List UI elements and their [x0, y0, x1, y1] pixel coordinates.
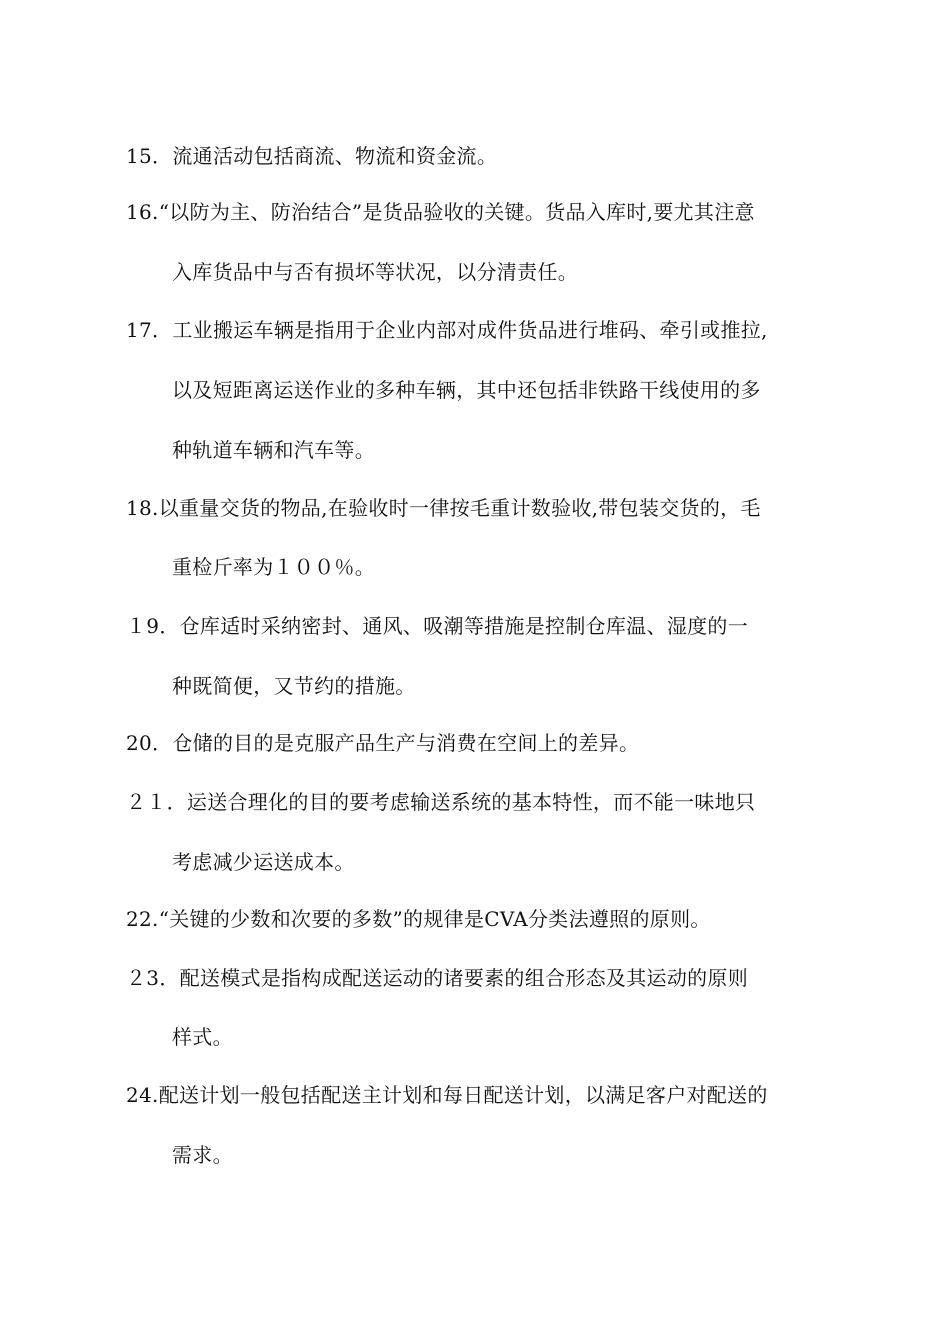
item-24-line-2: 需求。: [172, 1143, 233, 1167]
item-22-line-1: 22.“关键的少数和次要的多数”的规律是CVA分类法遵照的原则。: [126, 907, 711, 931]
item-16-line-2: 入库货品中与否有损坏等状况，以分清责任。: [172, 260, 578, 284]
item-18-line-2: 重检斤率为１００％。: [172, 555, 375, 579]
item-17-line-1: 17．工业搬运车辆是指用于企业内部对成件货品进行堆码、牵引或推拉,: [126, 318, 768, 342]
item-23-line-2: 样式。: [172, 1025, 233, 1049]
item-21-line-2: 考虑减少运送成本。: [172, 850, 355, 874]
item-19-line-2: 种既简便，又节约的措施。: [172, 674, 416, 698]
item-24-line-1: 24.配送计划一般包括配送主计划和每日配送计划，以满足客户对配送的: [126, 1083, 768, 1107]
item-17-line-3: 种轨道车辆和汽车等。: [172, 438, 375, 462]
item-23-line-1: ２3．配送模式是指构成配送运动的诸要素的组合形态及其运动的原则: [126, 966, 749, 990]
item-15-line-1: 15．流通活动包括商流、物流和资金流。: [126, 144, 498, 168]
item-21-line-1: ２１．运送合理化的目的要考虑输送系统的基本特性，而不能一味地只: [126, 790, 756, 814]
item-17-line-2: 以及短距离运送作业的多种车辆，其中还包括非铁路干线使用的多: [172, 378, 761, 402]
item-18-line-1: 18.以重量交货的物品,在验收时一律按毛重计数验收,带包装交货的，毛: [126, 496, 761, 520]
item-19-line-1: １9．仓库适时采纳密封、通风、吸潮等措施是控制仓库温、湿度的一: [126, 614, 749, 638]
item-16-line-1: 16.“以防为主、防治结合”是货品验收的关键。货品入库时,要尤其注意: [126, 200, 755, 224]
item-20-line-1: 20．仓储的目的是克服产品生产与消费在空间上的差异。: [126, 731, 640, 755]
